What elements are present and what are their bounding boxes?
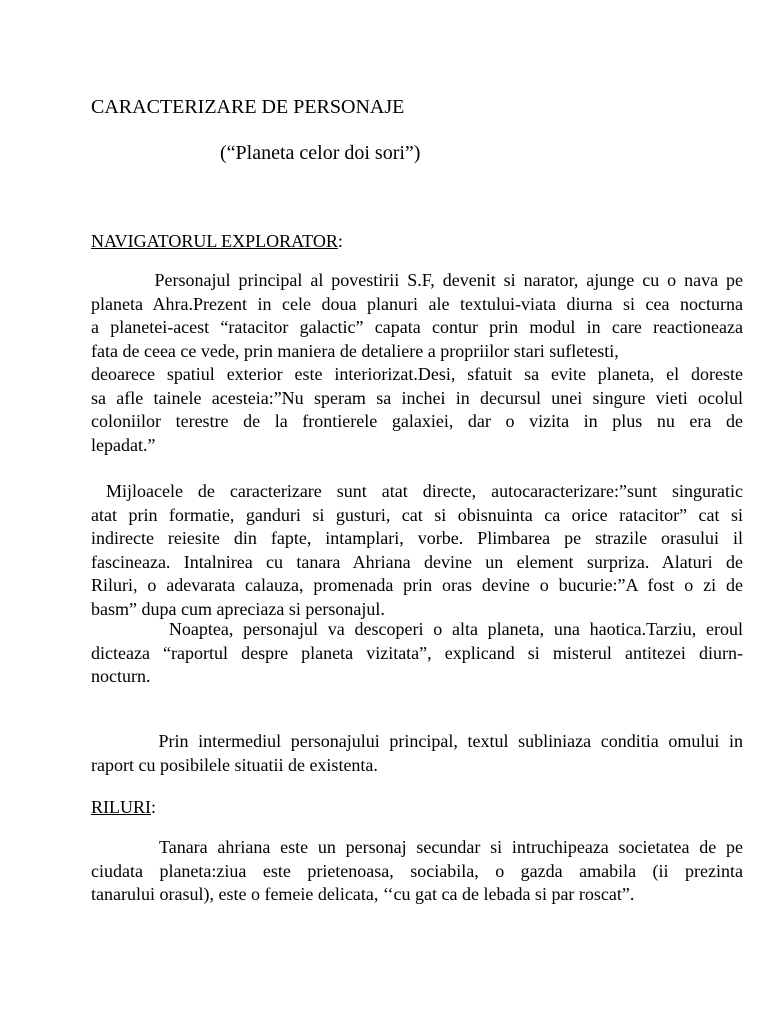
document-subtitle: (“Planeta celor doi sori”) xyxy=(220,142,421,164)
paragraph-riluri xyxy=(91,836,743,907)
section-heading-navigator xyxy=(91,229,343,253)
text-line: Tanara ahriana este un personaj secundar si intruchipeaza societatea de pe xyxy=(91,837,743,857)
text-line: Mijloacele de caracterizare sunt atat directe, autocaracterizare:”sunt singuratic xyxy=(91,481,743,501)
text-line: tanarului orasul), este o femeie delicata, ‘‘cu gat ca de lebada si par roscat”. xyxy=(91,884,635,904)
section-heading-text: NAVIGATORUL EXPLORATOR xyxy=(91,231,338,251)
text-line: nocturn. xyxy=(91,666,151,686)
text-line: coloniilor terestre de la frontierele galaxiei, dar o vizita in plus nu era de xyxy=(91,411,743,431)
text-line: sa afle tainele acesteia:”Nu speram sa inchei in decursul unei singure vieti ocolul xyxy=(91,387,743,408)
text-line: Prin intermediul personajului principal, textul subliniaza conditia omului in xyxy=(91,731,743,751)
text-line: Personajul principal al povestirii S.F, devenit si narator, ajunge cu o nava pe xyxy=(91,270,743,290)
section-heading-text: RILURI xyxy=(91,797,151,817)
text-line: Riluri, o adevarata calauza, promenada prin oras devine o bucurie:”A fost o zi de xyxy=(91,575,743,595)
paragraph-navigator-intro xyxy=(91,269,743,457)
text-line: indirecte reiesite din fapte, intamplari, vorbe. Plimbarea pe strazile orasului il xyxy=(91,528,743,548)
text-line: basm” dupa cum apreciaza si personajul. xyxy=(91,598,385,619)
paragraph-night xyxy=(91,618,743,689)
text-line: Noaptea, personajul va descoperi o alta planeta, una haotica.Tarziu, eroul xyxy=(91,619,743,639)
paragraph-human-condition xyxy=(91,730,743,777)
section-heading-colon: : xyxy=(337,231,343,251)
text-line: a planetei-acest “ratacitor galactic” capata contur prin modul in care reactioneaza xyxy=(91,317,743,337)
text-line: planeta Ahra.Prezent in cele doua planuri ale textului-viata diurna si cea nocturna xyxy=(91,293,743,314)
paragraph-characterization-means xyxy=(91,480,743,621)
text-line: ciudata planeta:ziua este prietenoasa, sociabila, o gazda amabila (ii prezinta xyxy=(91,860,743,881)
text-line: deoarece spatiul exterior este interiorizat.Desi, sfatuit sa evite planeta, el doreste xyxy=(91,364,743,384)
text-line: dicteaza “raportul despre planeta vizitata”, explicand si misterul antitezei diurn- xyxy=(91,642,743,663)
text-line: raport cu posibilele situatii de existenta. xyxy=(91,754,378,775)
document-title: CARACTERIZARE DE PERSONAJE xyxy=(91,96,405,118)
text-line: lepadat.” xyxy=(91,434,156,455)
text-line: fata de ceea ce vede, prin maniera de detaliere a propriilor stari sufletesti, xyxy=(91,340,619,361)
section-heading-colon: : xyxy=(151,797,157,817)
text-line: fascineaza. Intalnirea cu tanara Ahriana devine un element surpriza. Alaturi de xyxy=(91,551,743,572)
text-line: atat prin formatie, ganduri si gusturi, cat si obisnuinta ca orice ratacitor” cat si xyxy=(91,504,743,525)
section-heading-riluri xyxy=(91,795,156,819)
